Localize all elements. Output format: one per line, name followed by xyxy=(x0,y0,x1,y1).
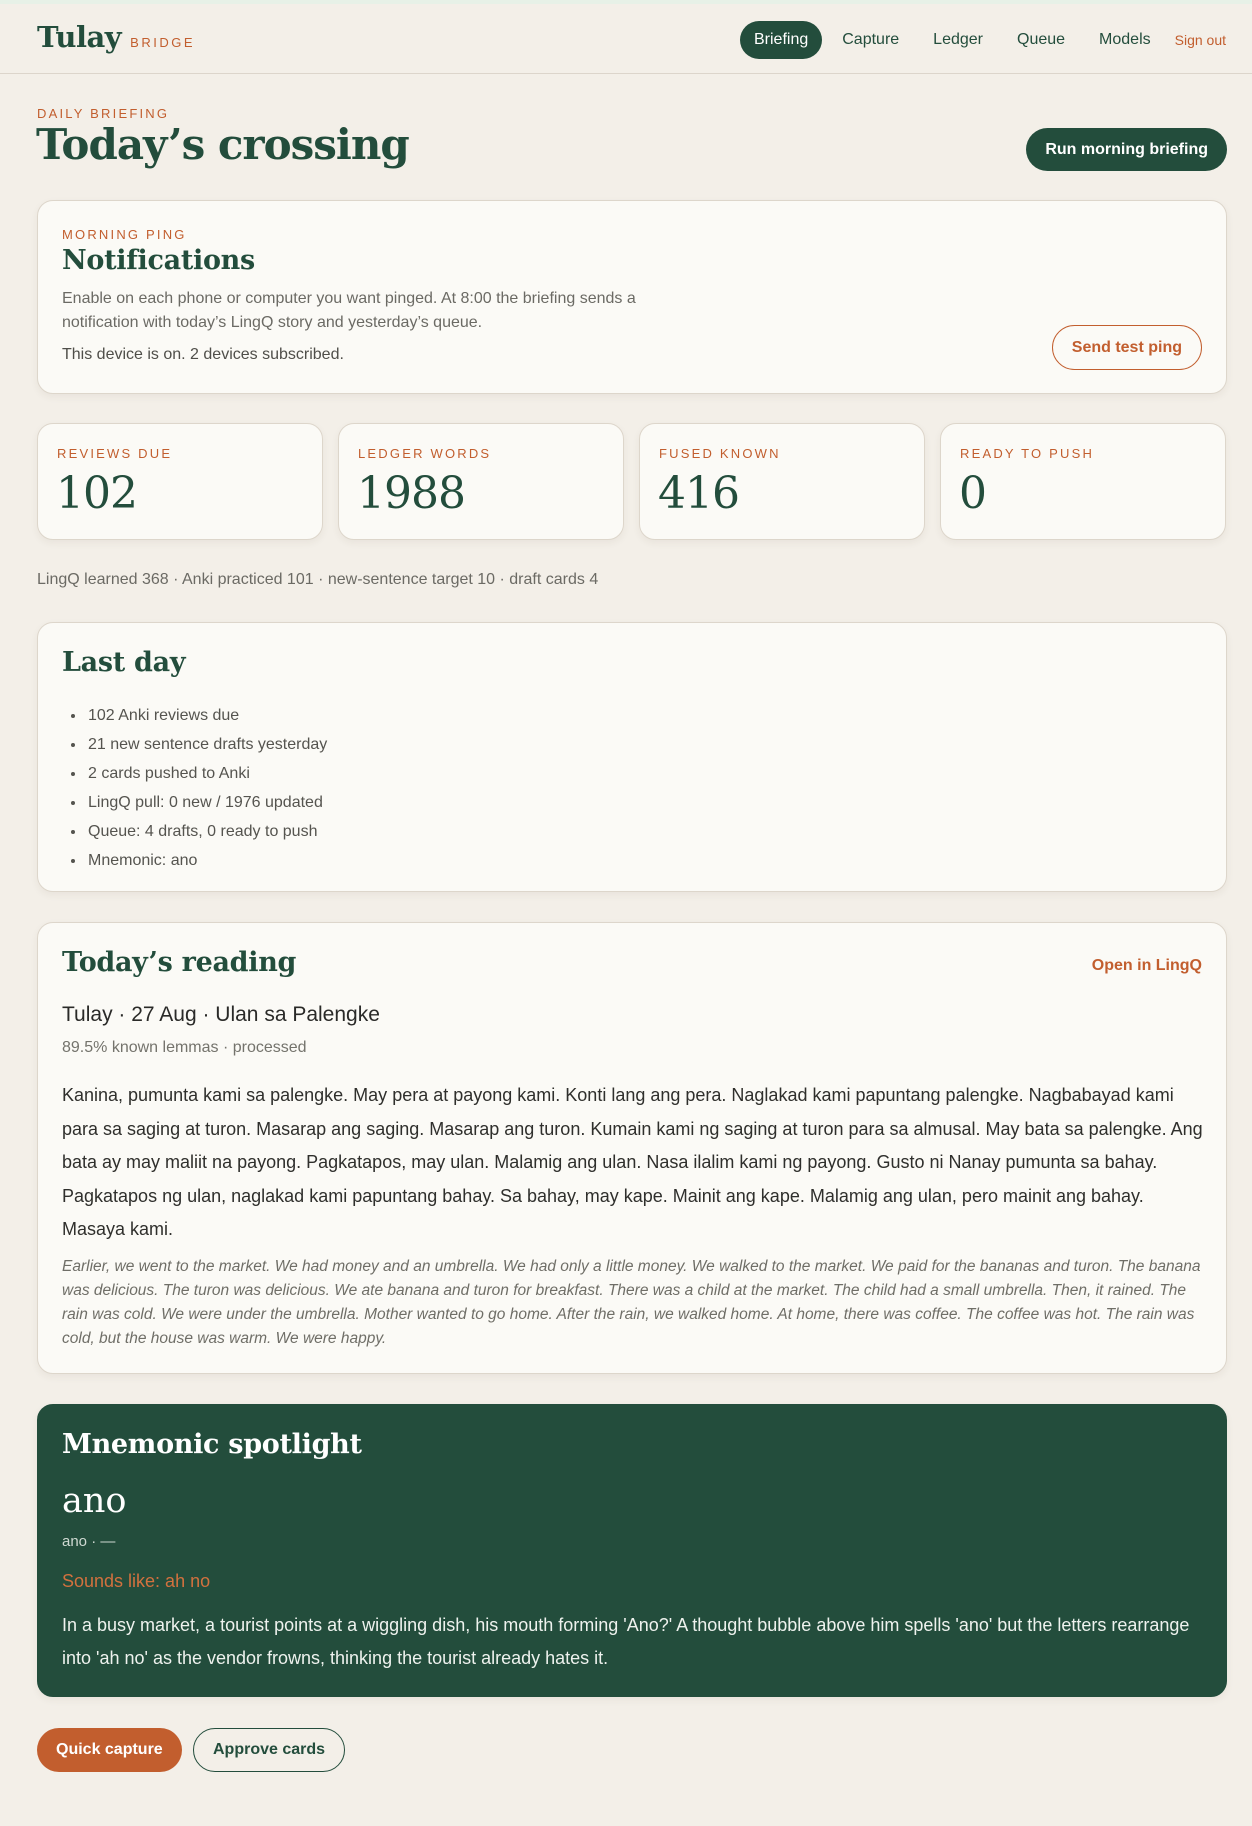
stat-label: REVIEWS DUE xyxy=(57,446,173,461)
nav-item-ledger[interactable]: Ledger xyxy=(933,31,983,48)
approve-cards-button[interactable]: Approve cards xyxy=(193,1728,345,1772)
notifications-card xyxy=(37,200,1227,394)
notifications-description: Enable on each phone or computer you want pinged. At 8:00 the briefing sends a notification with today’s LingQ story and yesterday’s queue. xyxy=(62,290,636,331)
mnemonic-spotlight-card xyxy=(37,1404,1227,1697)
notifications-status: This device is on. 2 devices subscribed. xyxy=(62,346,344,363)
run-morning-briefing-button[interactable]: Run morning briefing xyxy=(1026,128,1227,171)
list-item: • Queue: 4 drafts, 0 ready to push xyxy=(86,817,327,846)
mnemonic-word: ano xyxy=(62,1481,127,1521)
stat-label: FUSED KNOWN xyxy=(659,446,781,461)
reading-title: Today’s reading xyxy=(62,947,297,978)
brand[interactable] xyxy=(37,20,195,54)
list-item: • 21 new sentence drafts yesterday xyxy=(86,730,327,759)
mnemonic-title: Mnemonic spotlight xyxy=(62,1429,362,1460)
todays-reading-card xyxy=(37,922,1227,1374)
last-day-card xyxy=(37,622,1227,892)
stat-value: 102 xyxy=(56,468,137,519)
last-day-title: Last day xyxy=(62,647,186,678)
stat-card-ledger-words xyxy=(338,423,624,540)
nav-item-capture[interactable]: Capture xyxy=(842,31,900,48)
send-test-ping-button[interactable]: Send test ping xyxy=(1052,325,1202,370)
story-text: Kanina, pumunta kami sa palengke. May pera at payong kami. Konti lang ang pera. Naglakad kami papuntang palengke. Nagbabayad kami para sa saging at turon. Masarap ang saging. Masarap ang turon. Kumain kami ng saging at turon para sa almusal. May bata sa palengke. Ang bata ay may maliit na payong. Pagkatapos, may ulan. Malamig ang ulan. Nasa ilalim kami ng payong. Gusto ni Nanay pumunta sa bahay. Pagkatapos ng ulan, naglakad kami papuntang bahay. Sa bahay, may kape. Mainit ang kape. Malamig ang ulan, pero mainit ang bahay. Masaya kami. xyxy=(62,1085,1203,1239)
stat-value: 416 xyxy=(658,468,739,519)
last-day-list xyxy=(86,701,327,875)
list-item: • 2 cards pushed to Anki xyxy=(86,759,327,788)
nav-item-models[interactable]: Models xyxy=(1099,31,1151,48)
nav-item-queue[interactable]: Queue xyxy=(1017,31,1066,48)
stat-card-reviews-due xyxy=(37,423,323,540)
notifications-eyebrow: MORNING PING xyxy=(62,227,187,242)
brand-subtitle: BRIDGE xyxy=(130,35,196,50)
stat-card-ready-to-push xyxy=(940,423,1226,540)
stat-label: LEDGER WORDS xyxy=(358,446,492,461)
quick-capture-button[interactable]: Quick capture xyxy=(37,1728,182,1772)
app-header xyxy=(0,4,1252,74)
mnemonic-sounds-like: Sounds like: ah no xyxy=(62,1571,211,1591)
list-item: • 102 Anki reviews due xyxy=(86,701,327,730)
brand-name: Tulay xyxy=(37,20,122,54)
story-translation: Earlier, we went to the market. We had money and an umbrella. We had only a little money. We walked to the market. We paid for the bananas and turon. The banana was delicious. The turon was delicious. We ate banana and turon for breakfast. There was a child at the market. The child had a small umbrella. Then, it rained. The rain was cold. We were under the umbrella. Mother wanted to go home. After the rain, we walked home. At home, there was coffee. The coffee was hot. The rain was cold, but the house was warm. We were happy. xyxy=(62,1258,1201,1347)
stat-value: 0 xyxy=(959,468,986,519)
activity-summary: LingQ learned 368 · Anki practiced 101 · new-sentence target 10 · draft cards 4 xyxy=(37,571,599,588)
list-item: • Mnemonic: ano xyxy=(86,846,327,875)
stat-label: READY TO PUSH xyxy=(960,446,1095,461)
mnemonic-subtitle: ano · — xyxy=(62,1533,116,1550)
story-title: Tulay · 27 Aug · Ulan sa Palengke xyxy=(62,1003,380,1026)
sign-out-link[interactable]: Sign out xyxy=(1174,32,1226,48)
stat-card-fused-known xyxy=(639,423,925,540)
open-in-lingq-link[interactable]: Open in LingQ xyxy=(1091,957,1202,974)
mnemonic-story: In a busy market, a tourist points at a wiggling dish, his mouth forming 'Ano?' A thought bubble above him spells 'ano' but the letters rearrange into 'ah no' as the vendor frowns, thinking the tourist already hates it. xyxy=(62,1615,1190,1668)
nav-item-briefing[interactable]: Briefing xyxy=(740,21,822,59)
page-eyebrow: DAILY BRIEFING xyxy=(37,106,170,121)
stat-value: 1988 xyxy=(357,468,465,519)
main-nav xyxy=(734,21,1226,59)
notifications-title: Notifications xyxy=(62,245,255,276)
page-title: Today’s crossing xyxy=(36,120,409,169)
story-meta: 89.5% known lemmas · processed xyxy=(62,1039,307,1056)
list-item: • LingQ pull: 0 new / 1976 updated xyxy=(86,788,327,817)
